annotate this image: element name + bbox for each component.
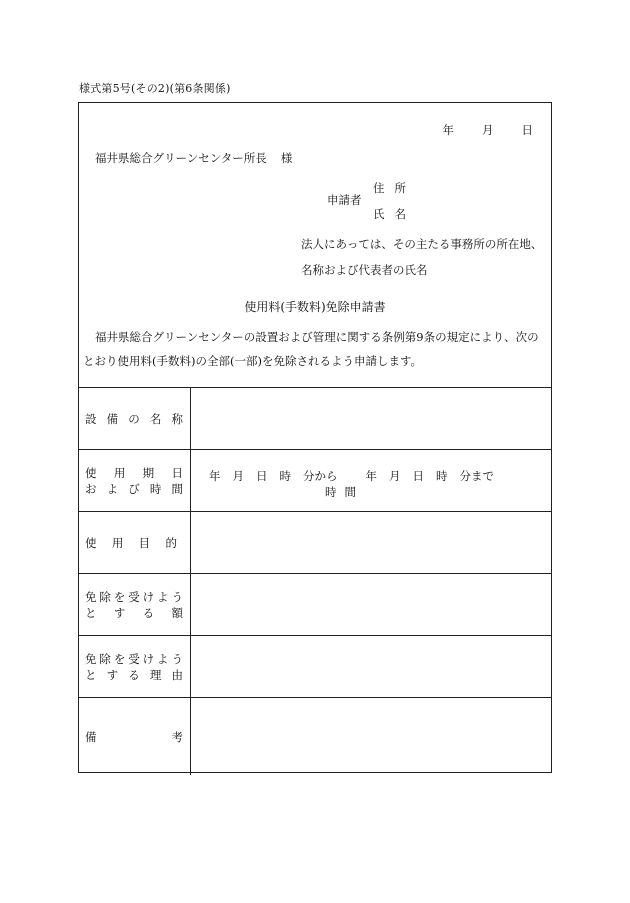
label-line: と す る 額 xyxy=(85,606,183,620)
year-label: 年 xyxy=(442,123,454,137)
label-exemption-reason xyxy=(85,651,183,683)
label-usage-datetime xyxy=(85,465,183,497)
label-exemption-amount xyxy=(85,589,183,621)
addressee xyxy=(95,153,292,165)
honorific: 様 xyxy=(280,151,293,165)
label-line: お よ び 時 間 xyxy=(85,482,183,496)
day-label: 日 xyxy=(521,123,533,137)
body-text: 福井県総合グリーンセンターの設置および管理に関する条例第9条の規定により、次のとおり使用料(手数料)の全部(一部)を免除されるよう申請します。 xyxy=(83,330,539,368)
remarks-field[interactable] xyxy=(191,698,551,775)
corporate-note-line2: 名称および代表者の氏名 xyxy=(301,263,428,277)
applicant-label: 申請者 xyxy=(327,193,362,207)
label-line: 備 考 xyxy=(85,730,183,744)
document-title: 使用料(手数料)免除申請書 xyxy=(244,300,386,314)
label-line: 免 除 を 受 け よ う xyxy=(85,652,183,666)
corporate-note-line1: 法人にあっては、その主たる事務所の所在地、 xyxy=(301,237,543,251)
details-table xyxy=(79,387,551,773)
label-line: 使 用 目 的 xyxy=(85,536,177,550)
exemption-amount-field[interactable] xyxy=(191,574,551,635)
month-label: 月 xyxy=(482,123,494,137)
label-line: 免 除 を 受 け よ う xyxy=(85,590,183,604)
duration-label: 時間 xyxy=(325,485,364,499)
label-purpose xyxy=(85,535,177,551)
date-line xyxy=(443,125,534,137)
table-row-usage-datetime xyxy=(79,450,551,512)
purpose-field[interactable] xyxy=(191,512,551,573)
table-row-remarks xyxy=(79,698,551,775)
label-line: と す る 理 由 xyxy=(85,668,183,682)
label-line: 設 備 の 名 称 xyxy=(85,412,183,426)
form-number: 様式第5号(その2)(第6条関係) xyxy=(79,82,231,95)
table-row-facility-name xyxy=(79,388,551,450)
label-remarks xyxy=(85,729,183,745)
table-row-exemption-amount xyxy=(79,574,551,636)
table-row-purpose xyxy=(79,512,551,574)
exemption-reason-field[interactable] xyxy=(191,636,551,697)
usage-datetime-field[interactable] xyxy=(191,450,551,511)
datetime-range: 年 月 日 時 分から 年 月 日 時 分まで xyxy=(209,469,494,483)
facility-name-field[interactable] xyxy=(191,388,551,449)
address-label: 住所 xyxy=(373,181,416,195)
application-form xyxy=(78,102,552,773)
addressee-name: 福井県総合グリーンセンター所長 xyxy=(95,151,267,165)
table-row-exemption-reason xyxy=(79,636,551,698)
label-facility-name xyxy=(85,411,183,427)
name-label: 氏名 xyxy=(373,207,416,221)
label-line: 使 用 期 日 xyxy=(85,466,183,480)
